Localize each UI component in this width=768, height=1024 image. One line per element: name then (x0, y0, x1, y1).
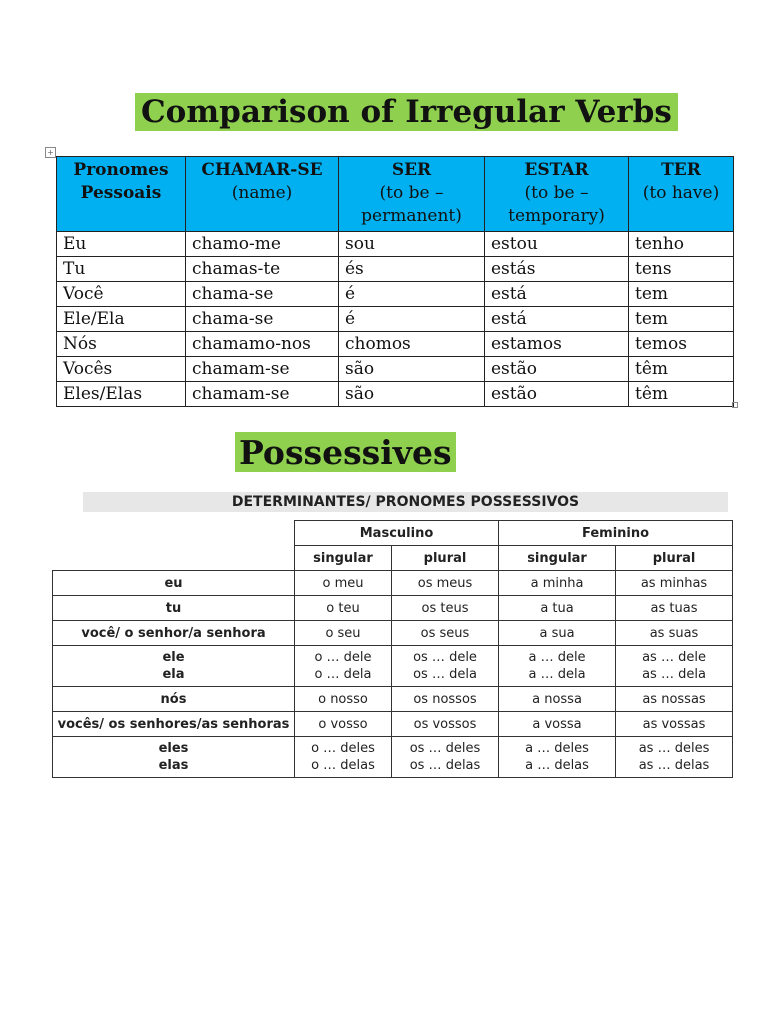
pronoun-cell (53, 621, 295, 646)
verbs-cell: Ele/Ela (57, 307, 186, 332)
possessive-form: os … deles (409, 741, 481, 756)
verbs-cell: chomos (339, 332, 485, 357)
possessive-cell (499, 712, 616, 737)
verbs-cell: tem (629, 307, 734, 332)
possessives-number-row (53, 546, 733, 571)
verbs-cell: chamamo-nos (186, 332, 339, 357)
possessive-form: as nossas (642, 691, 706, 707)
possessive-cell (499, 621, 616, 646)
possessive-form: as tuas (650, 600, 698, 616)
possessive-form: o … delas (311, 758, 375, 773)
verbs-cell: está (485, 282, 629, 307)
possessive-form: as suas (649, 625, 699, 641)
possessive-form: os … dele (413, 650, 477, 665)
verbs-cell: chamo-me (186, 232, 339, 257)
verbs-cell: chama-se (186, 282, 339, 307)
verbs-header-sub: (name) (231, 183, 293, 203)
verbs-cell: chamam-se (186, 382, 339, 407)
possessive-form: os seus (420, 625, 470, 641)
verbs-cell: são (339, 382, 485, 407)
possessive-form: a minha (530, 575, 584, 591)
pronoun-label: vocês/ os senhores/as senhoras (57, 716, 290, 732)
possessive-form: o seu (325, 625, 361, 641)
possessives-table-row (53, 646, 733, 687)
verbs-header-cell (57, 157, 186, 232)
possessive-cell (616, 712, 733, 737)
verbs-cell: são (339, 357, 485, 382)
possessive-form: as … delas (638, 758, 710, 773)
possessive-cell (616, 621, 733, 646)
possessive-cell (499, 687, 616, 712)
possessive-form: o vosso (318, 716, 368, 732)
verbs-cell: sou (339, 232, 485, 257)
possessive-cell (295, 687, 392, 712)
possessive-cell (295, 571, 392, 596)
verbs-cell: está (485, 307, 629, 332)
pronoun-label: você/ o senhor/a senhora (81, 625, 266, 641)
verbs-cell: estão (485, 382, 629, 407)
verbs-header-cell (629, 157, 734, 232)
verbs-table (56, 156, 734, 407)
verbs-cell: têm (629, 382, 734, 407)
possessive-cell (499, 596, 616, 621)
verbs-cell: chamas-te (186, 257, 339, 282)
verbs-cell: chama-se (186, 307, 339, 332)
verbs-header-head: CHAMAR-SE (201, 160, 323, 180)
possessive-form: os meus (417, 575, 473, 591)
verbs-cell: Eu (57, 232, 186, 257)
possessive-cell (616, 596, 733, 621)
verbs-header-row (57, 157, 734, 232)
possessive-form: as … dela (642, 667, 706, 682)
possessive-cell (616, 571, 733, 596)
possessive-cell (392, 687, 499, 712)
possessive-form: as … dele (642, 650, 706, 665)
pronoun-cell (53, 687, 295, 712)
blank-cell (53, 521, 295, 546)
possessive-form: o teu (326, 600, 360, 616)
possessive-form: os vossos (413, 716, 477, 732)
verbs-header-sub: (to be – permanent) (361, 183, 462, 226)
column-header: plural (392, 546, 499, 571)
possessive-cell (499, 646, 616, 687)
possessive-cell (392, 646, 499, 687)
pronoun-label: elas (158, 758, 189, 773)
verbs-cell: Tu (57, 257, 186, 282)
possessives-table-row (53, 687, 733, 712)
possessives-table-row (53, 596, 733, 621)
possessives-group-row (53, 521, 733, 546)
verbs-table-row (57, 282, 734, 307)
group-header-feminino: Feminino (499, 521, 733, 546)
possessive-cell (616, 646, 733, 687)
possessive-cell (499, 737, 616, 778)
verbs-cell: Eles/Elas (57, 382, 186, 407)
possessives-table-row (53, 712, 733, 737)
pronoun-label: eles (158, 741, 189, 756)
verbs-header-cell (485, 157, 629, 232)
possessives-table-row (53, 621, 733, 646)
possessive-form: os … delas (409, 758, 481, 773)
possessive-form: o … dela (314, 667, 372, 682)
column-header: plural (616, 546, 733, 571)
pronoun-cell (53, 596, 295, 621)
possessive-form: o nosso (318, 691, 368, 707)
possessive-form: a nossa (532, 691, 582, 707)
pronoun-label: eu (164, 575, 183, 591)
possessive-form: o meu (322, 575, 364, 591)
possessive-cell (392, 712, 499, 737)
verbs-cell: têm (629, 357, 734, 382)
verbs-cell: estou (485, 232, 629, 257)
verbs-cell: tens (629, 257, 734, 282)
possessive-form: as minhas (640, 575, 708, 591)
verbs-header-sub: (to be – temporary) (508, 183, 605, 226)
verbs-table-row (57, 257, 734, 282)
possessives-table-row (53, 571, 733, 596)
possessive-cell (616, 687, 733, 712)
possessive-cell (392, 621, 499, 646)
possessive-cell (295, 712, 392, 737)
pronoun-label: ele (162, 650, 185, 665)
possessive-form: a vossa (532, 716, 582, 732)
verbs-cell: é (339, 282, 485, 307)
possessive-form: as … deles (638, 741, 710, 756)
possessive-cell (392, 596, 499, 621)
possessive-form: os teus (421, 600, 469, 616)
possessives-table (52, 520, 733, 778)
verbs-title: Comparison of Irregular Verbs (135, 93, 678, 131)
verbs-header-head: ESTAR (524, 160, 589, 180)
possessive-form: a sua (539, 625, 575, 641)
pronoun-cell (53, 712, 295, 737)
possessives-table-row (53, 737, 733, 778)
possessive-form: a … dele (528, 650, 586, 665)
possessive-cell (392, 571, 499, 596)
table-move-handle-icon[interactable]: + (45, 147, 56, 158)
verbs-table-row (57, 307, 734, 332)
possessive-form: a … delas (525, 758, 589, 773)
verbs-cell: chamam-se (186, 357, 339, 382)
possessive-cell (295, 646, 392, 687)
verbs-table-row (57, 357, 734, 382)
possessive-form: a … deles (525, 741, 589, 756)
possessive-form: as vossas (642, 716, 706, 732)
verbs-header-cell (186, 157, 339, 232)
possessive-form: o … deles (311, 741, 375, 756)
verbs-header-head: Pronomes Pessoais (73, 160, 169, 203)
possessive-cell (616, 737, 733, 778)
verbs-header-cell (339, 157, 485, 232)
possessive-cell (392, 737, 499, 778)
possessive-cell (295, 737, 392, 778)
verbs-table-row (57, 332, 734, 357)
verbs-cell: tem (629, 282, 734, 307)
verbs-table-row (57, 232, 734, 257)
pronoun-cell (53, 571, 295, 596)
verbs-cell: Você (57, 282, 186, 307)
pronoun-cell (53, 646, 295, 687)
possessive-form: a … dela (528, 667, 586, 682)
verbs-table-row (57, 382, 734, 407)
verbs-cell: Nós (57, 332, 186, 357)
verbs-header-head: TER (661, 160, 701, 180)
possessives-title: Possessives (235, 432, 456, 472)
verbs-cell: estamos (485, 332, 629, 357)
pronoun-label: tu (165, 600, 182, 616)
verbs-header-sub: (to have) (642, 183, 720, 203)
pronoun-cell (53, 737, 295, 778)
group-header-masculino: Masculino (295, 521, 499, 546)
possessive-form: os … dela (413, 667, 477, 682)
possessive-cell (295, 596, 392, 621)
possessives-band-title: DETERMINANTES/ PRONOMES POSSESSIVOS (83, 492, 728, 512)
column-header: singular (499, 546, 616, 571)
possessive-form: a tua (540, 600, 574, 616)
verbs-cell: é (339, 307, 485, 332)
verbs-cell: temos (629, 332, 734, 357)
possessive-form: os nossos (413, 691, 477, 707)
verbs-cell: tenho (629, 232, 734, 257)
verbs-header-head: SER (391, 160, 432, 180)
blank-cell (53, 546, 295, 571)
table-resize-handle-icon[interactable] (732, 402, 738, 408)
column-header: singular (295, 546, 392, 571)
possessive-cell (499, 571, 616, 596)
verbs-cell: estás (485, 257, 629, 282)
pronoun-label: nós (160, 691, 187, 707)
verbs-cell: és (339, 257, 485, 282)
verbs-cell: estão (485, 357, 629, 382)
possessive-cell (295, 621, 392, 646)
pronoun-label: ela (162, 667, 185, 682)
verbs-cell: Vocês (57, 357, 186, 382)
possessive-form: o … dele (314, 650, 372, 665)
